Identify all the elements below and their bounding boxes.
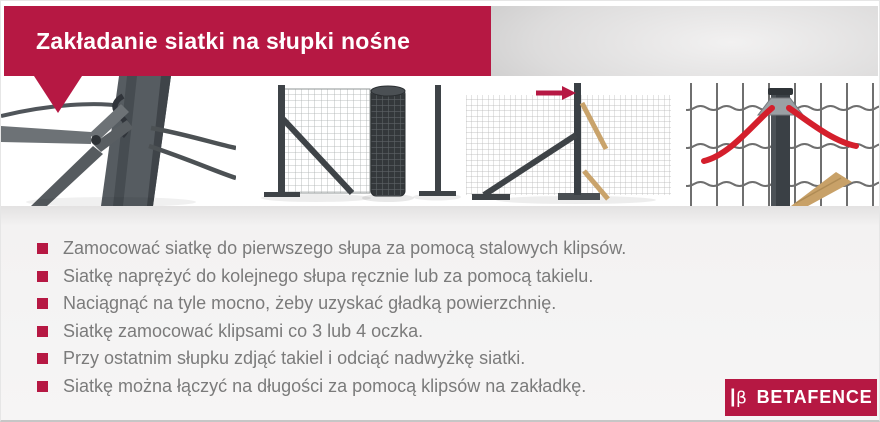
bullet-square-icon bbox=[37, 326, 48, 337]
photo-tension-tool bbox=[686, 83, 880, 206]
header-notch-triangle bbox=[34, 76, 82, 113]
instruction-text: Siatkę naprężyć do kolejnego słupa ręcznie lub za pomocą takielu. bbox=[63, 265, 594, 286]
instructions-section bbox=[1, 206, 880, 421]
betafence-logo-mark-icon bbox=[730, 388, 750, 407]
bullet-square-icon bbox=[37, 298, 48, 309]
list-item bbox=[37, 235, 626, 263]
list-item bbox=[37, 263, 626, 291]
photo-posts-and-roll bbox=[256, 81, 466, 206]
photo-mesh-tensioning bbox=[466, 83, 676, 206]
list-item bbox=[37, 318, 626, 346]
betafence-logo-text: BETAFENCE bbox=[756, 387, 873, 407]
photo-strip bbox=[1, 76, 880, 206]
bullet-square-icon bbox=[37, 271, 48, 282]
instruction-text: Przy ostatnim słupku zdjąć takiel i odciąć nadwyżkę siatki. bbox=[63, 348, 526, 369]
instruction-text: Siatkę można łączyć na długości za pomocą klipsów na zakładkę. bbox=[63, 375, 587, 396]
instruction-text: Zamocować siatkę do pierwszego słupa za pomocą stalowych klipsów. bbox=[63, 238, 627, 259]
instruction-text: Siatkę zamocować klipsami co 3 lub 4 oczka. bbox=[63, 320, 424, 341]
bullet-square-icon bbox=[37, 243, 48, 254]
header-metal-gradient bbox=[491, 6, 878, 76]
instruction-text: Naciągnąć na tyle mocno, żeby uzyskać gładką powierzchnię. bbox=[63, 293, 557, 314]
list-item bbox=[37, 290, 626, 318]
header-bar bbox=[4, 6, 491, 76]
list-item bbox=[37, 373, 626, 401]
betafence-logo bbox=[725, 379, 877, 416]
svg-text:β: β bbox=[735, 388, 747, 407]
bullet-square-icon bbox=[37, 381, 48, 392]
list-item bbox=[37, 345, 626, 373]
instruction-list bbox=[37, 235, 626, 400]
bullet-square-icon bbox=[37, 353, 48, 364]
page-title: Zakładanie siatki na słupki nośne bbox=[36, 27, 411, 54]
